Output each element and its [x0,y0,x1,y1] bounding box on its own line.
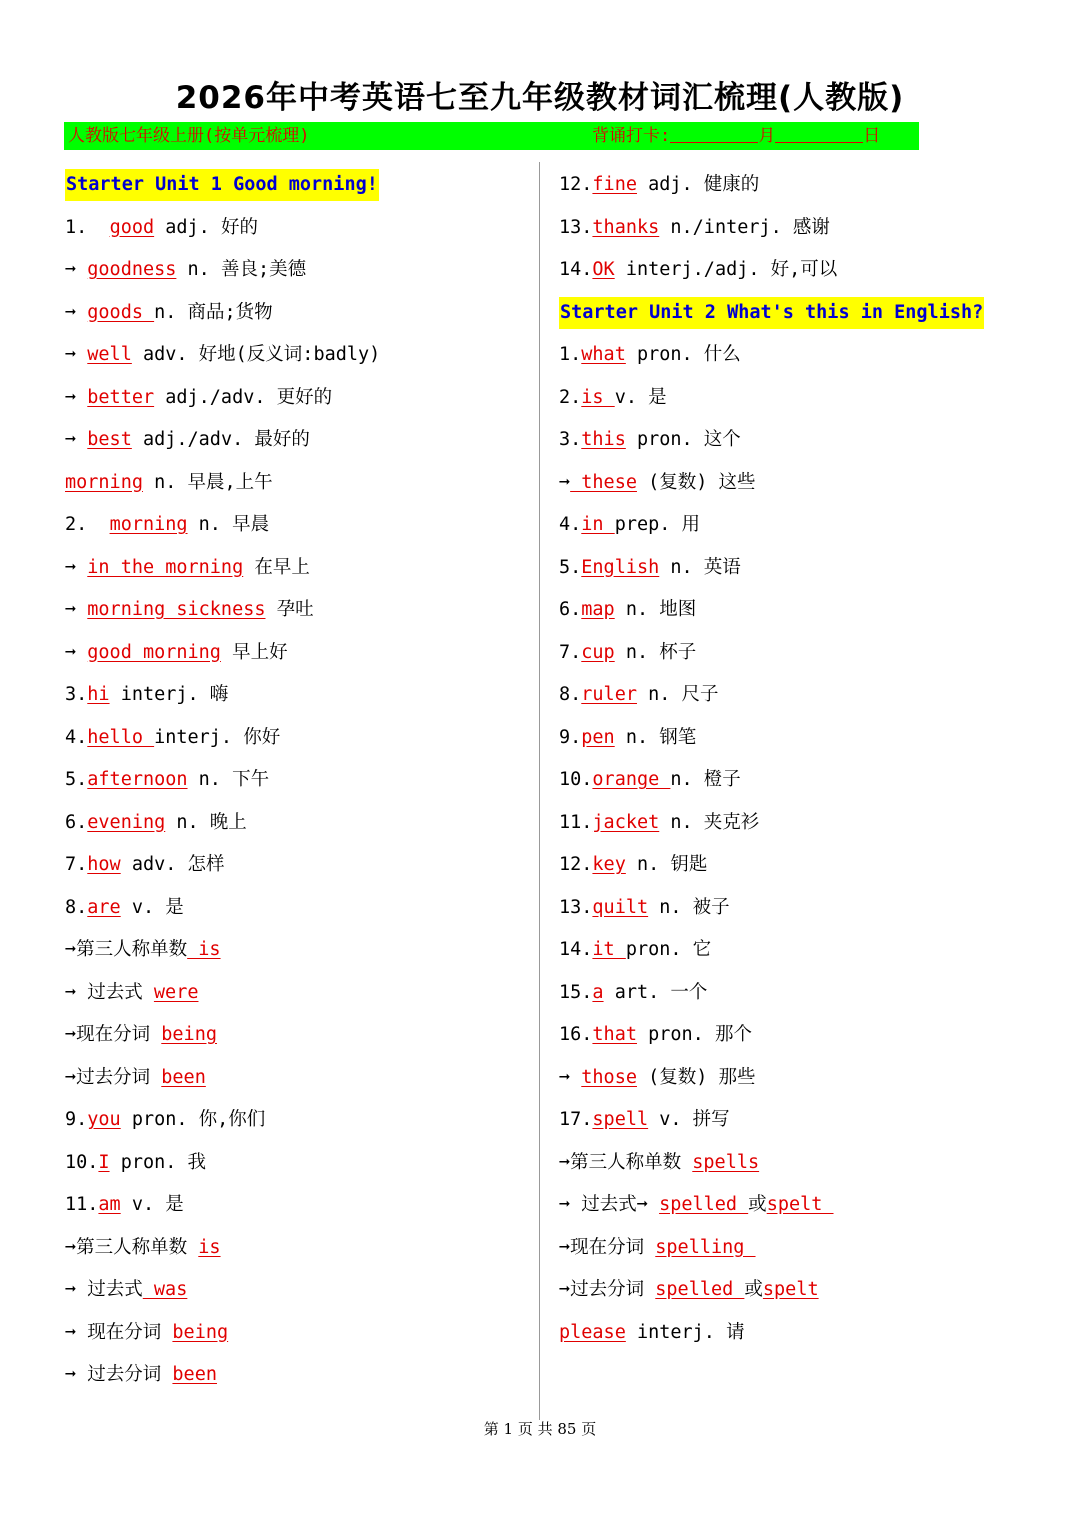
entry-prefix: 5. [65,769,88,790]
vocab-word: key [592,854,626,875]
entry-gloss: 孕吐 [265,599,314,620]
vocab-word: am [98,1194,121,1215]
page-title: 2026年中考英语七至九年级教材词汇梳理(人教版) [175,80,905,116]
month-label: 月 [758,126,776,146]
entry-gloss: pron. 什么 [625,344,741,365]
entry-gloss: 在早上 [243,556,310,578]
unit-heading [65,164,535,207]
vocab-word: you [87,1109,121,1130]
entry-gloss: n. 尺子 [636,684,719,705]
vocab-word: was [142,1279,188,1300]
entry-prefix: 7. [559,641,582,663]
entry-prefix: ➞现在分词 [65,1024,162,1045]
vocab-entry [65,972,535,1015]
entry-gloss: n. 善良;美德 [176,259,307,280]
vocab-entry [65,674,535,717]
vocab-entry [559,1227,1039,1270]
vocab-entry [559,844,1039,887]
vocab-word-alt: spelt [766,1194,834,1215]
vocab-entry [65,844,535,887]
vocab-entry [559,547,1039,590]
vocab-entry [559,717,1039,760]
entry-gloss: art. 一个 [603,981,708,1003]
entry-prefix: 4. [65,726,88,748]
entry-prefix: 17. [559,1109,593,1130]
vocab-entry [559,164,1039,207]
vocab-word: a [592,981,604,1003]
vocab-entry [65,929,535,972]
vocab-word: spelled [659,1194,749,1215]
vocab-entry [65,1269,535,1312]
entry-gloss: n. 早晨,上午 [142,471,273,493]
entry-prefix: 9. [559,726,582,748]
entry-prefix: 11. [65,1194,99,1215]
vocab-word: I [98,1151,110,1173]
vocab-entry [559,504,1039,547]
unit-heading-text: Starter Unit 1 Good morning! [65,169,379,201]
vocab-word: spells [692,1151,760,1173]
vocab-entry [559,419,1039,462]
vocab-word: goods [87,301,155,323]
vocab-entry [559,207,1039,250]
vocab-word: morning [65,471,143,493]
checkin-label: 背诵打卡: [592,126,671,146]
vocab-entry [65,547,535,590]
vocab-word: cup [581,641,615,663]
vocab-word: morning sickness [87,599,266,620]
entry-prefix: 2. [559,386,582,408]
vocab-entry [559,1184,1039,1227]
vocab-entry [559,334,1039,377]
entry-gloss: pron. 它 [625,939,712,960]
vocab-word: thanks [592,216,660,238]
vocab-word: well [87,344,132,365]
vocab-word: quilt [592,896,649,918]
entry-gloss: interj./adj. 好,可以 [614,259,838,280]
vocab-word: is [198,1236,221,1258]
vocab-entry [559,1014,1039,1057]
vocab-entry [65,717,535,760]
entry-gloss: pron. 我 [109,1151,207,1173]
entry-prefix: 9. [65,1109,88,1130]
vocab-entry [65,462,535,505]
vocab-entry [559,929,1039,972]
entry-prefix: 1. [65,216,110,238]
vocab-entry [65,1184,535,1227]
vocab-word: map [581,599,615,620]
vocab-entry [559,377,1039,420]
entry-prefix: ➞ [65,429,88,450]
entry-gloss: n. 早晨 [187,514,270,535]
entry-gloss: interj. 请 [625,1321,745,1343]
entry-gloss: n. 钢笔 [614,726,697,748]
entry-prefix: 12. [559,174,593,195]
entry-gloss: n. 地图 [614,599,697,620]
vocab-entry [559,802,1039,845]
vocab-entry [65,1142,535,1185]
vocab-word-alt: spelt [762,1279,819,1300]
vocab-word: those [581,1066,637,1088]
vocab-entry [559,1142,1039,1185]
vocab-word: been [172,1364,217,1385]
banner-section-label: 人教版七年级上册(按单元梳理) [68,126,310,146]
entry-prefix: 16. [559,1024,593,1045]
vocab-entry [65,377,535,420]
vocab-word: spelled [655,1279,745,1300]
entry-prefix: 15. [559,981,593,1003]
entry-prefix: 12. [559,854,593,875]
entry-gloss: n./interj. 感谢 [659,216,830,238]
entry-prefix: ➞ 过去式 [65,981,154,1003]
entry-gloss: (复数) 那些 [636,1066,756,1088]
vocab-entry [65,632,535,675]
page-footer: 第 1 页 共 85 页 [483,1420,597,1438]
vocab-entry [65,419,535,462]
vocab-entry [65,1057,535,1100]
vocab-word: are [87,896,121,918]
day-label: 日 [863,126,881,146]
entry-gloss: prep. 用 [614,514,701,535]
entry-prefix: 2. [65,514,110,535]
entry-prefix: ➞ [65,344,88,365]
entry-prefix: ➞ 过去分词 [65,1364,173,1385]
entry-prefix: ➞ 过去式➞ [559,1194,660,1215]
vocab-entry [65,292,535,335]
entry-gloss: n. 夹克衫 [659,811,760,833]
entry-prefix: ➞ [65,386,88,408]
vocab-entry [559,972,1039,1015]
vocab-entry [65,1227,535,1270]
entry-prefix: ➞ [559,1066,582,1088]
vocab-entry [559,674,1039,717]
vocab-entry [65,1354,535,1397]
vocab-word: pen [581,726,615,748]
entry-prefix: 8. [65,896,88,918]
entry-gloss: adj./adv. 最好的 [131,429,310,450]
vocab-entry [559,1269,1039,1312]
entry-prefix: 13. [559,896,593,918]
entry-prefix: 13. [559,216,593,238]
vocab-word: fine [592,174,637,195]
vocab-entry [559,1312,1039,1355]
vocab-entry [65,589,535,632]
entry-prefix: 8. [559,684,582,705]
entry-gloss: pron. 你,你们 [120,1109,266,1130]
unit-heading [559,292,1039,335]
vocab-word: OK [592,259,615,280]
entry-prefix: 5. [559,556,582,578]
vocab-word: afternoon [87,769,188,790]
entry-prefix: ➞过去分词 [559,1279,656,1300]
entry-prefix: 6. [559,599,582,620]
entry-prefix: ➞第三人称单数 [65,939,188,960]
vocab-entry [65,334,535,377]
entry-prefix: 14. [559,939,593,960]
entry-gloss: n. 商品;货物 [154,301,273,323]
vocab-entry [65,1312,535,1355]
entry-prefix: 1. [559,344,582,365]
entry-prefix: ➞ 过去式 [65,1279,143,1300]
vocab-word: good morning [87,641,221,663]
entry-prefix: 6. [65,811,88,833]
entry-gloss: adj. 健康的 [636,174,760,195]
vocab-word: best [87,429,132,450]
vocab-entry [65,887,535,930]
entry-prefix: ➞ [65,599,88,620]
entry-gloss: adj. 好的 [154,216,258,238]
entry-gloss: interj. 你好 [154,726,281,748]
entry-prefix: ➞第三人称单数 [65,1236,199,1258]
vocab-word: being [172,1321,229,1343]
entry-gloss: (复数) 这些 [636,471,756,493]
vocab-word: orange [592,769,671,790]
entry-gloss: v. 是 [614,386,667,408]
vocab-entry [65,504,535,547]
entry-gloss: v. 拼写 [648,1109,730,1130]
vocab-word: ruler [581,684,637,705]
unit-heading-text: Starter Unit 2 What's this in English? [559,297,984,329]
column-divider [539,162,540,1420]
vocab-word: spelling [655,1236,756,1258]
entry-gloss: pron. 这个 [625,429,741,450]
entry-gloss: adv. 怎样 [120,854,225,875]
entry-gloss: v. 是 [120,896,184,918]
entry-prefix: 14. [559,259,593,280]
vocab-word: these [570,471,637,493]
vocab-word: in [581,514,615,535]
entry-prefix: ➞ [65,301,88,323]
entry-gloss: n. 杯子 [614,641,697,663]
vocab-word: is [187,939,221,960]
entry-prefix: ➞ [65,259,88,280]
vocab-word: is [581,386,615,408]
entry-prefix: 4. [559,514,582,535]
entry-prefix: 10. [65,1151,99,1173]
entry-gloss: n. 被子 [648,896,730,918]
entry-prefix: ➞第三人称单数 [559,1151,693,1173]
vocab-entry [559,589,1039,632]
vocab-word: spell [592,1109,649,1130]
left-column [65,164,535,1397]
entry-gloss: pron. 那个 [636,1024,752,1045]
vocab-word: hello [87,726,155,748]
entry-prefix: 10. [559,769,593,790]
entry-gloss: 或 [744,1279,763,1300]
vocab-word: jacket [592,811,660,833]
vocab-word: please [559,1321,626,1343]
vocab-entry [559,249,1039,292]
vocab-word: being [161,1024,217,1045]
vocab-word: were [153,981,199,1003]
entry-gloss: interj. 嗨 [109,684,229,705]
month-blank[interactable] [670,122,758,143]
entry-gloss: n. 下午 [187,769,270,790]
vocab-word: been [161,1066,206,1088]
entry-prefix: 3. [65,684,88,705]
entry-prefix: ➞ [65,641,88,663]
entry-gloss: 早上好 [220,641,288,663]
vocab-entry [559,887,1039,930]
vocab-word: good [109,216,155,238]
vocab-word: morning [109,514,188,535]
vocab-word: this [581,429,626,450]
entry-prefix: ➞ [65,556,88,578]
vocab-entry [65,207,535,250]
vocab-word: hi [87,684,110,705]
entry-gloss: n. 晚上 [165,811,247,833]
entry-prefix: 7. [65,854,88,875]
vocab-word: in the morning [87,556,244,578]
entry-prefix: ➞ 现在分词 [65,1321,173,1343]
vocab-entry [559,759,1039,802]
day-blank[interactable] [775,122,863,143]
entry-gloss: v. 是 [120,1194,184,1215]
vocab-entry [559,462,1039,505]
entry-gloss: n. 英语 [659,556,741,578]
entry-prefix: ➞ [559,471,571,493]
vocab-entry [559,1057,1039,1100]
entry-gloss: n. 钥匙 [625,854,708,875]
vocab-entry [559,632,1039,675]
vocab-entry [65,1099,535,1142]
entry-gloss: adj./adv. 更好的 [154,386,333,408]
vocab-word: goodness [87,259,177,280]
vocab-word: what [581,344,626,365]
banner-checkin [592,122,880,150]
vocab-word: better [87,386,155,408]
vocab-entry [559,1099,1039,1142]
vocab-entry [65,1014,535,1057]
entry-gloss: n. 橙子 [670,769,741,790]
vocab-word: it [592,939,626,960]
entry-prefix: ➞过去分词 [65,1066,162,1088]
vocab-word: how [87,854,121,875]
entry-gloss: 或 [748,1194,767,1215]
entry-prefix: 3. [559,429,582,450]
entry-prefix: ➞现在分词 [559,1236,656,1258]
vocab-word: evening [87,811,166,833]
entry-gloss: adv. 好地(反义词:badly) [131,344,381,365]
vocab-entry [65,249,535,292]
right-column [559,164,1039,1354]
vocab-word: that [592,1024,637,1045]
vocab-entry [65,802,535,845]
vocab-entry [65,759,535,802]
vocab-word: English [581,556,660,578]
entry-prefix: 11. [559,811,593,833]
section-banner [64,122,919,150]
